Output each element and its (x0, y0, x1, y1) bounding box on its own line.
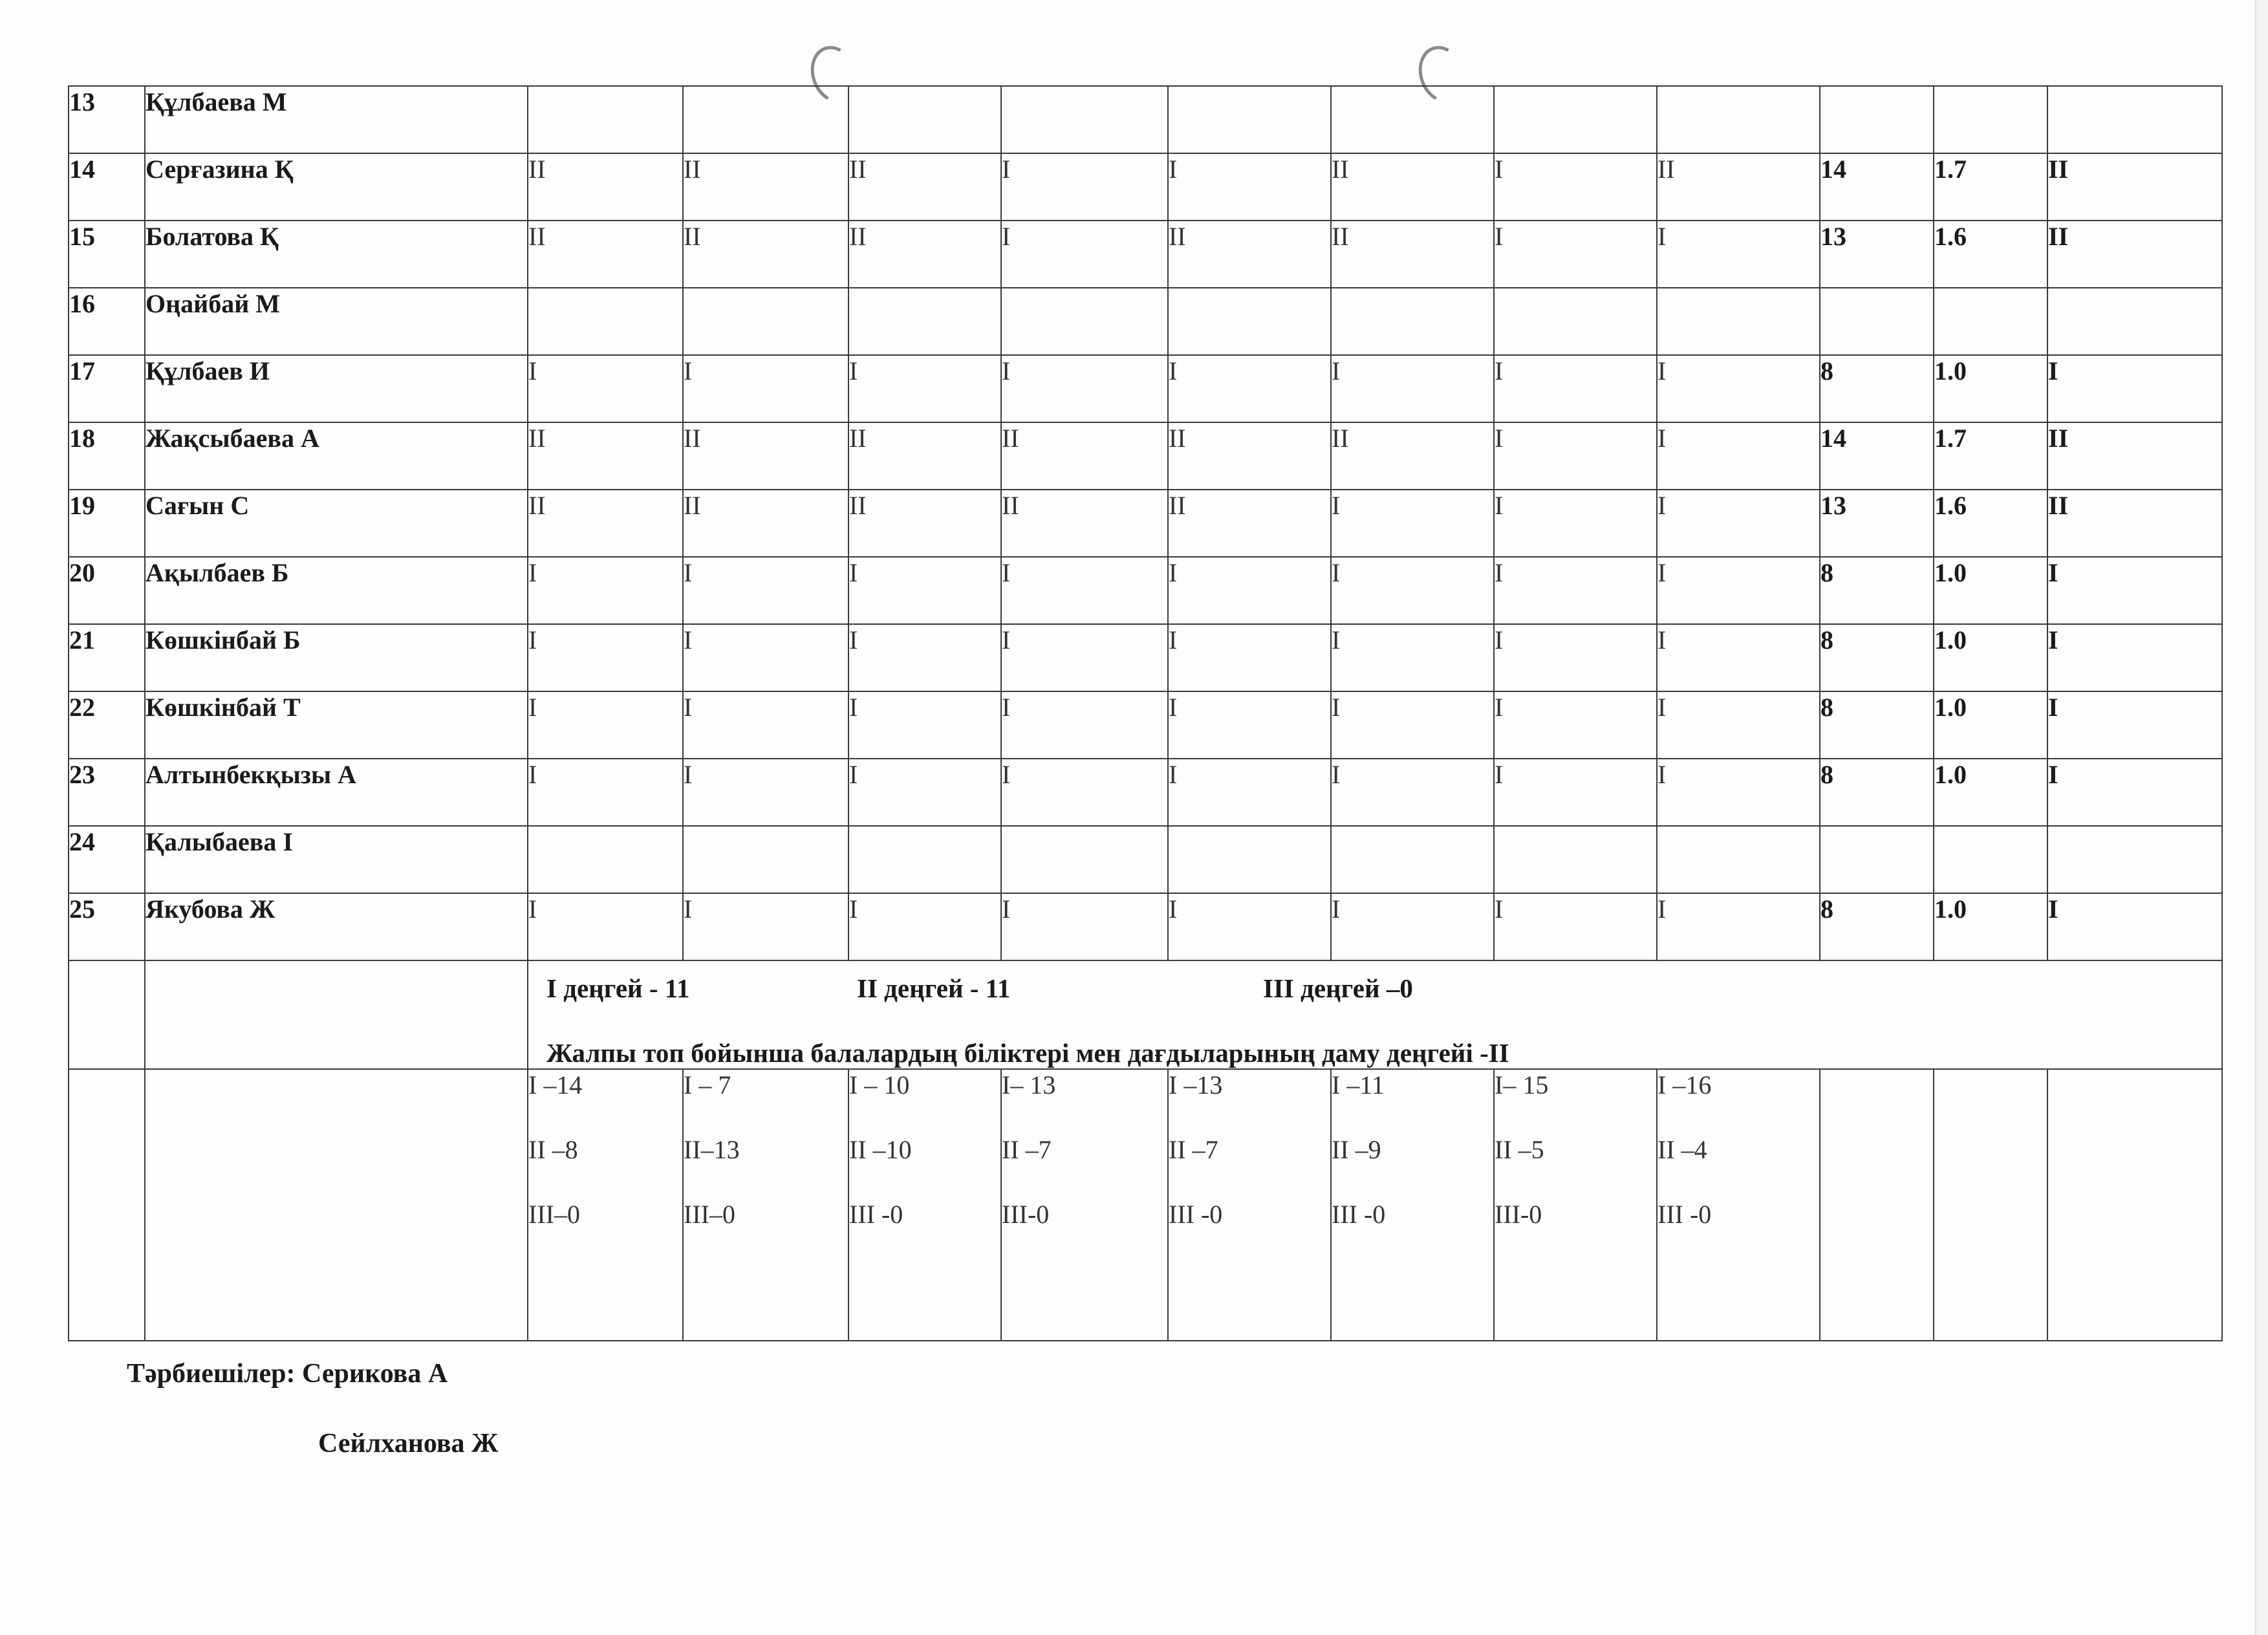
level-cell: I (1657, 759, 1820, 826)
level-cell: I (1494, 759, 1657, 826)
final-level: I (2047, 893, 2222, 960)
level-cell: I (528, 893, 683, 960)
overall-level-text: Жалпы топ бойынша балалардың біліктері мен дағдыларының даму деңгейі -ІІ (546, 1038, 1509, 1068)
level-cell: I (1331, 490, 1494, 557)
level-count-line: ІІ –9 (1332, 1135, 1381, 1164)
total-score: 14 (1820, 422, 1934, 490)
level-cell: I (1657, 624, 1820, 691)
level-cell: I (1494, 691, 1657, 759)
counts-blank-avg (1934, 1069, 2047, 1341)
level-cell: I (848, 691, 1001, 759)
level-cell: I (1001, 691, 1168, 759)
paper-edge (2255, 0, 2268, 1635)
student-rows (69, 86, 2222, 960)
level-cell: I (1331, 624, 1494, 691)
level-cell: I (848, 893, 1001, 960)
level-count-line: ІІІ-0 (1002, 1200, 1050, 1229)
level-cell (1494, 826, 1657, 893)
level-count-line: ІІ –7 (1169, 1135, 1218, 1164)
level-cell (1331, 288, 1494, 355)
level-cell (683, 288, 848, 355)
level-count-cell (683, 1069, 848, 1341)
level-cell: II (848, 221, 1001, 288)
level-count-cell (1168, 1069, 1331, 1341)
row-number: 15 (69, 221, 145, 288)
level-count-cell (1001, 1069, 1168, 1341)
level-count-line: І– 13 (1002, 1070, 1056, 1099)
level-cell: I (528, 691, 683, 759)
level-cell (1494, 86, 1657, 153)
level-cell: I (1494, 557, 1657, 624)
average-score (1934, 826, 2047, 893)
level-cell (1331, 826, 1494, 893)
level-cell: I (1494, 221, 1657, 288)
summary-row (69, 960, 2222, 1069)
row-number: 19 (69, 490, 145, 557)
final-level: I (2047, 557, 2222, 624)
student-name: Құлбаева М (145, 86, 528, 153)
level-count-line: І– 15 (1495, 1070, 1549, 1099)
level-count-cell (1494, 1069, 1657, 1341)
level-cell: I (1494, 624, 1657, 691)
average-score (1934, 288, 2047, 355)
level-count-cell (848, 1069, 1001, 1341)
level2-summary: ІІ деңгей - 11 (857, 973, 1011, 1003)
row-number: 25 (69, 893, 145, 960)
level-cell: I (1494, 153, 1657, 221)
average-score (1934, 86, 2047, 153)
level-cell: I (1168, 691, 1331, 759)
level-count-line: І –16 (1658, 1070, 1712, 1099)
final-level (2047, 826, 2222, 893)
level-cell: I (528, 557, 683, 624)
average-score: 1.0 (1934, 624, 2047, 691)
level-count-line: ІІ –10 (849, 1135, 912, 1164)
level-cell: II (683, 221, 848, 288)
level-cell: I (1001, 355, 1168, 422)
level-cell: I (1494, 490, 1657, 557)
final-level: I (2047, 759, 2222, 826)
level-cell: II (1001, 490, 1168, 557)
level-count-line: І –14 (528, 1070, 583, 1099)
table-row (69, 221, 2222, 288)
level-count-line: ІІ –4 (1658, 1135, 1707, 1164)
table-row (69, 893, 2222, 960)
level-cell (528, 826, 683, 893)
level-count-line: І – 7 (684, 1070, 731, 1099)
level-cell (528, 288, 683, 355)
counts-blank-total (1820, 1069, 1934, 1341)
level-count-cell (528, 1069, 683, 1341)
average-score: 1.0 (1934, 691, 2047, 759)
student-name: Ақылбаев Б (145, 557, 528, 624)
level-cell: II (1168, 221, 1331, 288)
average-score: 1.6 (1934, 490, 2047, 557)
level-cell: I (1001, 893, 1168, 960)
level-cell: I (848, 355, 1001, 422)
table-row (69, 355, 2222, 422)
final-level: II (2047, 153, 2222, 221)
level-cell: II (1168, 490, 1331, 557)
final-level: II (2047, 221, 2222, 288)
row-number: 16 (69, 288, 145, 355)
table-row (69, 557, 2222, 624)
row-number: 20 (69, 557, 145, 624)
total-score: 8 (1820, 355, 1934, 422)
level-cell (1657, 288, 1820, 355)
level-cell: II (1331, 153, 1494, 221)
level-cell (848, 288, 1001, 355)
total-score (1820, 288, 1934, 355)
level-cell (1168, 826, 1331, 893)
counts-blank-num (69, 1069, 145, 1341)
total-score: 13 (1820, 490, 1934, 557)
level-count-line: ІІІ-0 (1495, 1200, 1542, 1229)
level-count-line: ІІІ -0 (1658, 1200, 1712, 1229)
level-cell: II (683, 490, 848, 557)
final-level: II (2047, 490, 2222, 557)
level-cell (1168, 288, 1331, 355)
level-cell: I (1168, 759, 1331, 826)
level-cell: I (1657, 557, 1820, 624)
average-score: 1.7 (1934, 153, 2047, 221)
total-score: 8 (1820, 893, 1934, 960)
average-score: 1.0 (1934, 759, 2047, 826)
level-cell (1331, 86, 1494, 153)
level-count-line: І –11 (1332, 1070, 1385, 1099)
level-cell: I (528, 759, 683, 826)
student-name: Серғазина Қ (145, 153, 528, 221)
row-number: 22 (69, 691, 145, 759)
student-name: Якубова Ж (145, 893, 528, 960)
level-cell: I (1001, 624, 1168, 691)
row-number: 14 (69, 153, 145, 221)
level1-summary: І деңгей - 11 (546, 973, 690, 1003)
student-name: Құлбаев И (145, 355, 528, 422)
average-score: 1.0 (1934, 893, 2047, 960)
student-name: Сағын С (145, 490, 528, 557)
summary-blank-name (145, 960, 528, 1069)
level-cell (1001, 86, 1168, 153)
table-row (69, 624, 2222, 691)
level-cell: I (1657, 355, 1820, 422)
total-score (1820, 86, 1934, 153)
level-cell (528, 86, 683, 153)
student-name: Жақсыбаева А (145, 422, 528, 490)
student-name: Алтынбекқызы А (145, 759, 528, 826)
student-name: Оңайбай М (145, 288, 528, 355)
final-level (2047, 86, 2222, 153)
level-cell (848, 86, 1001, 153)
level-cell: I (1657, 422, 1820, 490)
level-cell (1657, 86, 1820, 153)
level-cell (1001, 826, 1168, 893)
level-cell: I (1001, 557, 1168, 624)
table-row (69, 826, 2222, 893)
level-cell: I (683, 691, 848, 759)
table-row (69, 422, 2222, 490)
level-count-line: ІІІ–0 (684, 1200, 735, 1229)
level-cell (1168, 86, 1331, 153)
average-score: 1.0 (1934, 557, 2047, 624)
level-cell: I (1168, 893, 1331, 960)
row-number: 24 (69, 826, 145, 893)
level-cell: II (848, 490, 1001, 557)
final-level (2047, 288, 2222, 355)
row-number: 21 (69, 624, 145, 691)
level-cell: I (683, 557, 848, 624)
level-count-cell (1657, 1069, 1820, 1341)
level-cell: I (683, 355, 848, 422)
level-cell: II (1001, 422, 1168, 490)
row-number: 18 (69, 422, 145, 490)
final-level: II (2047, 422, 2222, 490)
level-cell (1494, 288, 1657, 355)
table-row (69, 153, 2222, 221)
level-cell: I (1331, 759, 1494, 826)
level-cell: I (1657, 691, 1820, 759)
level-cell: I (683, 759, 848, 826)
final-level: I (2047, 355, 2222, 422)
final-level: I (2047, 624, 2222, 691)
level-cell: I (1168, 557, 1331, 624)
level-cell: I (1494, 893, 1657, 960)
level-count-line: ІІІ -0 (849, 1200, 903, 1229)
level-cell: II (528, 153, 683, 221)
table-row (69, 86, 2222, 153)
counts-blank-final (2047, 1069, 2222, 1341)
student-name: Қалыбаева І (145, 826, 528, 893)
level-count-line: ІІ –5 (1495, 1135, 1544, 1164)
total-score: 8 (1820, 624, 1934, 691)
level-cell: II (683, 422, 848, 490)
level-cell: I (1001, 759, 1168, 826)
table-row (69, 490, 2222, 557)
total-score: 14 (1820, 153, 1934, 221)
level-cell: I (683, 893, 848, 960)
level-count-line: ІІІ -0 (1169, 1200, 1223, 1229)
level-cell: II (1331, 221, 1494, 288)
level-cell: I (1657, 893, 1820, 960)
level-count-line: ІІ –8 (528, 1135, 578, 1164)
level-count-line: ІІ –7 (1002, 1135, 1052, 1164)
teacher-signature-2: Сейлханова Ж (318, 1429, 499, 1458)
level-count-line: І –13 (1169, 1070, 1223, 1099)
level-cell: II (683, 153, 848, 221)
assessment-table (68, 85, 2223, 1341)
total-score (1820, 826, 1934, 893)
counts-blank-name (145, 1069, 528, 1341)
average-score: 1.6 (1934, 221, 2047, 288)
level-cell: II (528, 490, 683, 557)
level-cell: I (848, 624, 1001, 691)
level-cell (1001, 288, 1168, 355)
level-cell (1657, 826, 1820, 893)
level-cell: I (1657, 221, 1820, 288)
level-cell (683, 826, 848, 893)
table-row (69, 691, 2222, 759)
level-cell: II (528, 422, 683, 490)
level-cell: II (1168, 422, 1331, 490)
level-cell: I (1001, 153, 1168, 221)
final-level: I (2047, 691, 2222, 759)
total-score: 8 (1820, 759, 1934, 826)
level-cell: I (1168, 153, 1331, 221)
teacher-signature-1: Тәрбиешілер: Серикова А (127, 1359, 448, 1389)
level-count-line: ІІ–13 (684, 1135, 740, 1164)
level-cell: I (848, 557, 1001, 624)
level-cell: I (683, 624, 848, 691)
summary-blank-num (69, 960, 145, 1069)
level-cell: II (1657, 153, 1820, 221)
student-name: Көшкінбай Т (145, 691, 528, 759)
total-score: 13 (1820, 221, 1934, 288)
level-cell: I (1494, 422, 1657, 490)
total-score: 8 (1820, 557, 1934, 624)
level-cell: I (528, 624, 683, 691)
level-count-cell (1331, 1069, 1494, 1341)
level-cell: I (1168, 355, 1331, 422)
level-cell: I (1494, 355, 1657, 422)
level-cell: I (1331, 893, 1494, 960)
level-count-line: І – 10 (849, 1070, 910, 1099)
level-cell: I (848, 759, 1001, 826)
level3-summary: ІІІ деңгей –0 (1263, 973, 1413, 1003)
summary-cell (528, 960, 2222, 1069)
level-cell: I (1331, 355, 1494, 422)
level-cell: II (848, 153, 1001, 221)
level-counts-row (69, 1069, 2222, 1341)
table-row (69, 288, 2222, 355)
average-score: 1.0 (1934, 355, 2047, 422)
level-cell: I (1331, 557, 1494, 624)
student-name: Көшкінбай Б (145, 624, 528, 691)
row-number: 23 (69, 759, 145, 826)
row-number: 13 (69, 86, 145, 153)
level-cell: II (848, 422, 1001, 490)
level-cell: I (1168, 624, 1331, 691)
table-row (69, 759, 2222, 826)
level-cell: I (528, 355, 683, 422)
level-cell: I (1657, 490, 1820, 557)
student-name: Болатова Қ (145, 221, 528, 288)
level-cell (848, 826, 1001, 893)
level-count-line: ІІІ -0 (1332, 1200, 1386, 1229)
average-score: 1.7 (1934, 422, 2047, 490)
level-cell: II (1331, 422, 1494, 490)
level-cell: I (1331, 691, 1494, 759)
level-cell (683, 86, 848, 153)
level-cell: I (1001, 221, 1168, 288)
level-cell: II (528, 221, 683, 288)
level-count-line: ІІІ–0 (528, 1200, 580, 1229)
total-score: 8 (1820, 691, 1934, 759)
row-number: 17 (69, 355, 145, 422)
